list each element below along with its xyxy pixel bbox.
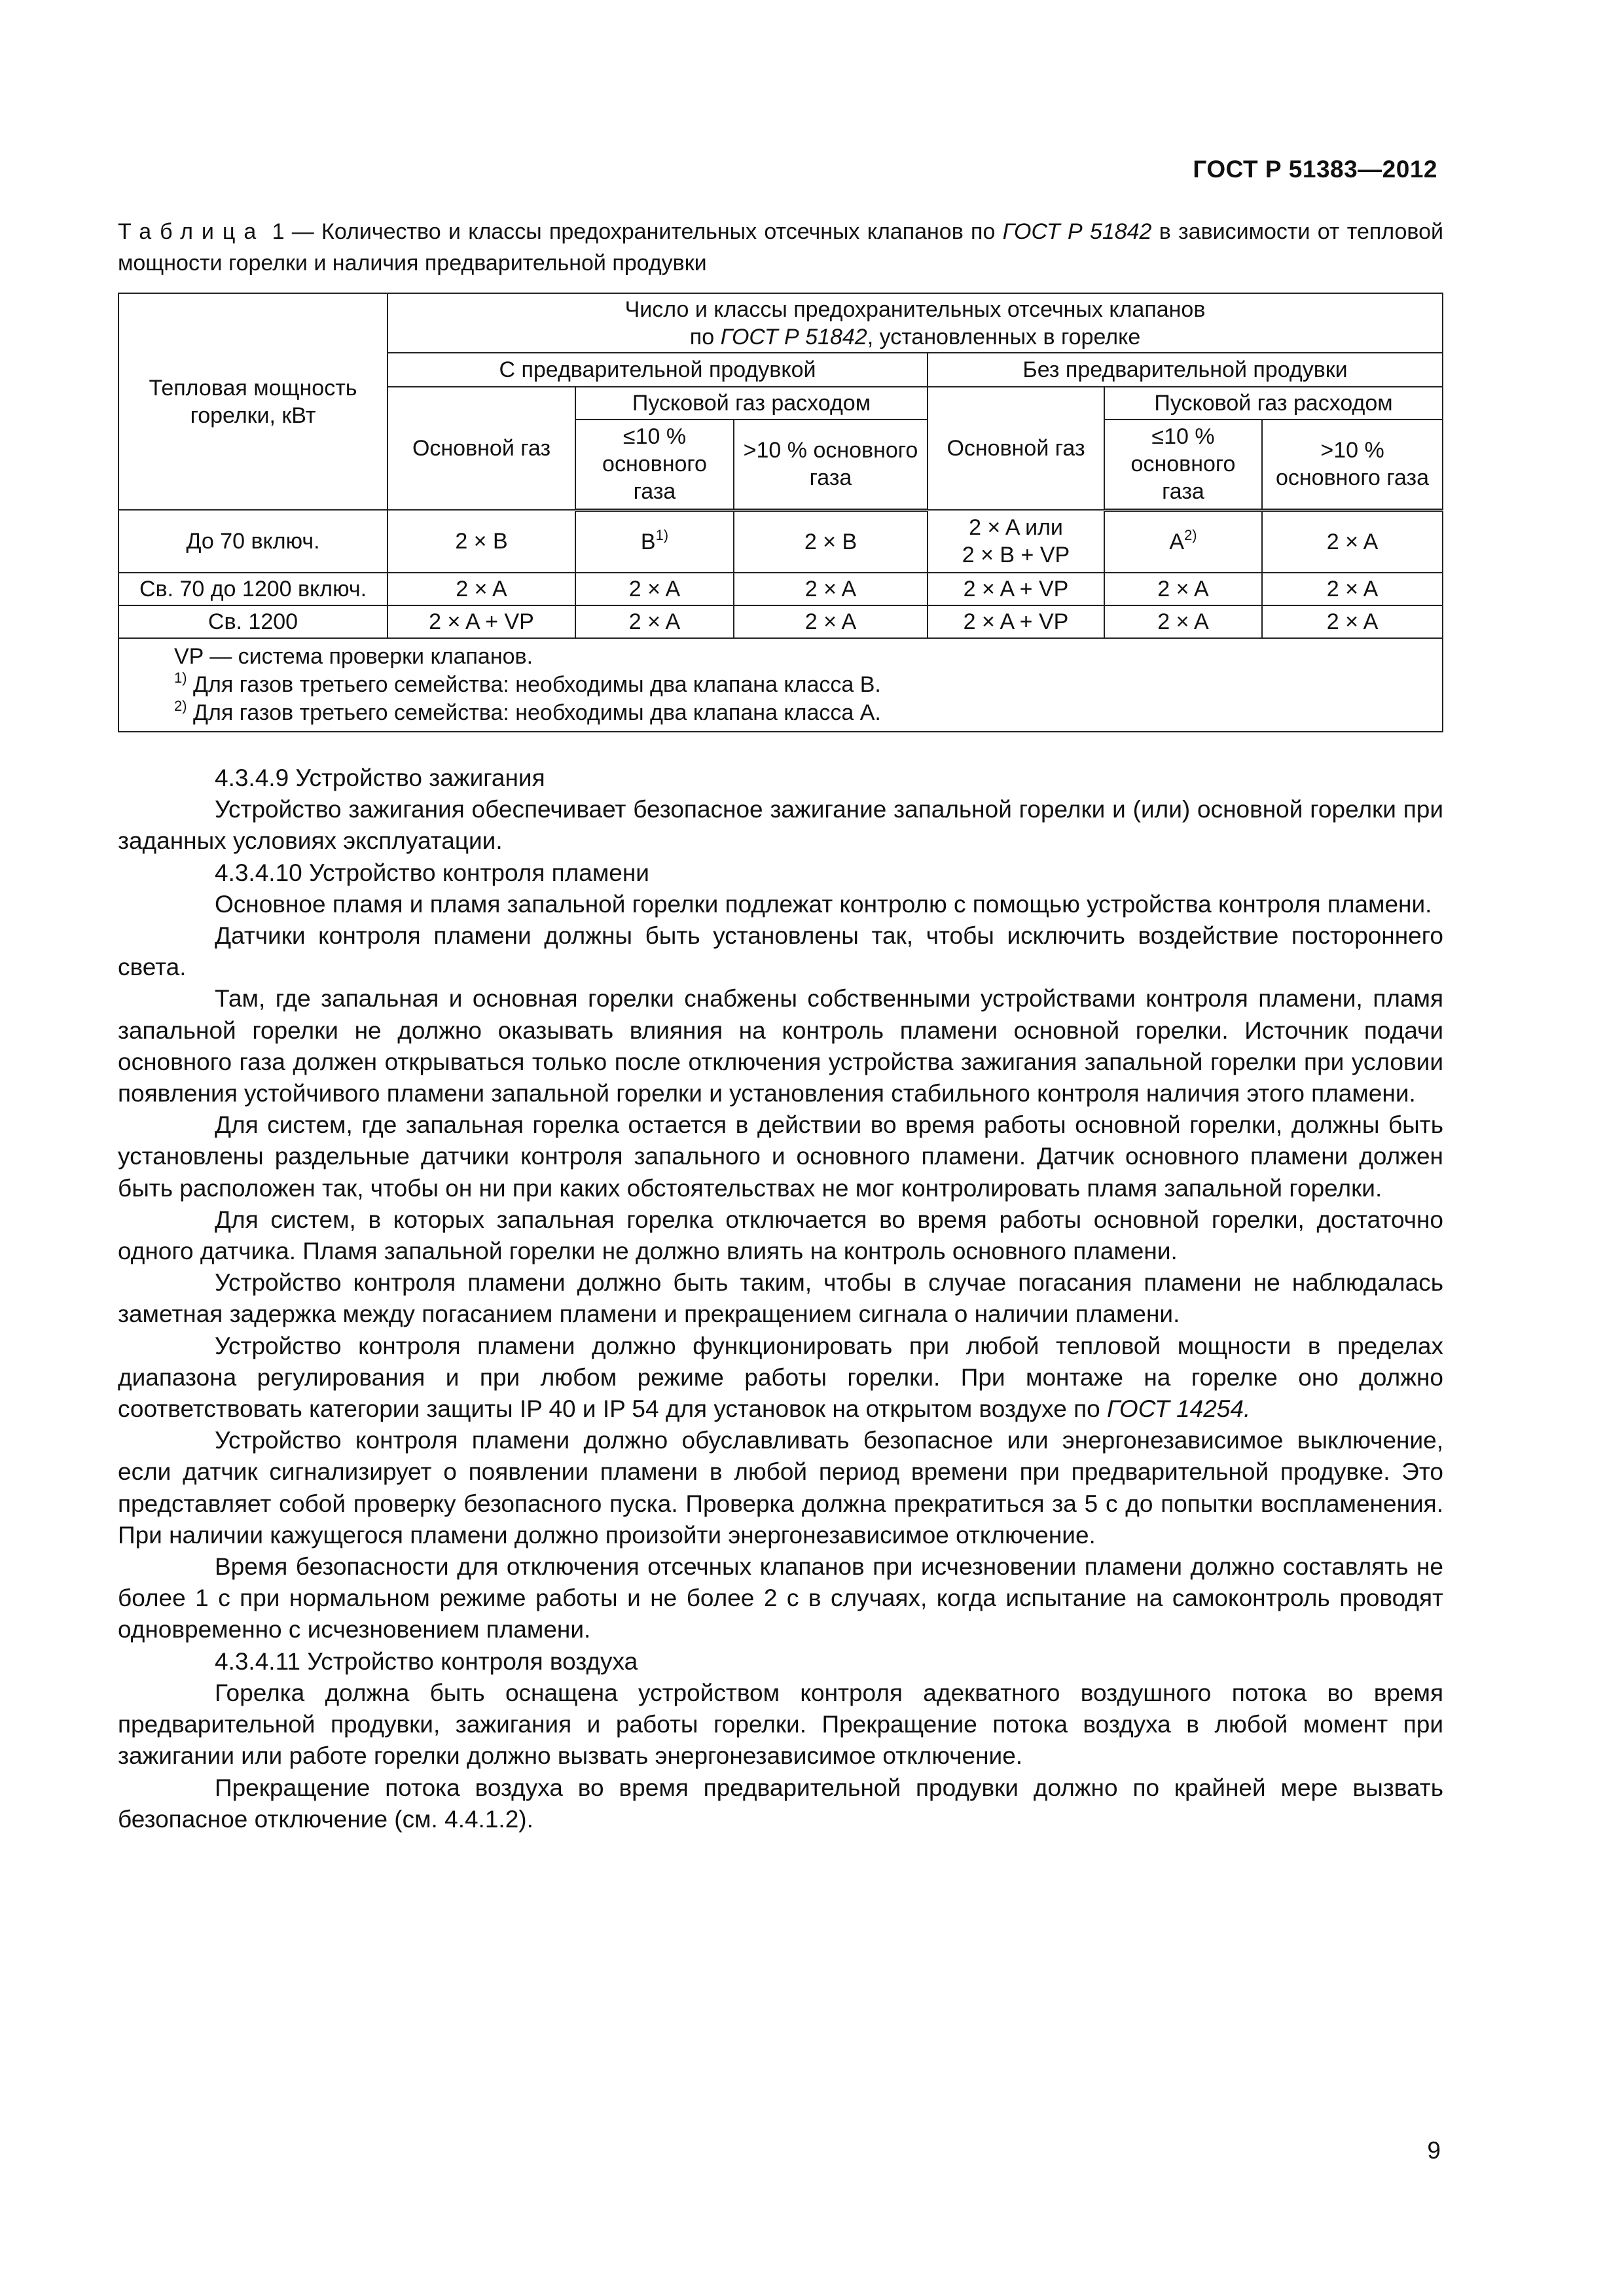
paragraph: Время безопасности для отключения отсечных клапанов при исчезновении пламени должно составлять не более 1 с при нормальном режиме работы и не более 2 с в случаях, когда испытание на самоконтроль проводят одновременно с исчезновением пламени. xyxy=(118,1553,1443,1643)
paragraph: Для систем, в которых запальная горелка отключается во время работы основной горелки, достаточно одного датчика. Пламя запальной горелки не должно влиять на контроль основного пламени. xyxy=(118,1206,1443,1265)
header-valve-group-ref: ГОСТ Р 51842 xyxy=(720,324,867,350)
table-row xyxy=(118,573,1443,605)
section-heading-4-3-4-9: 4.3.4.9 Устройство зажигания xyxy=(215,764,545,791)
row2-c6: 2 × A xyxy=(1262,573,1443,605)
header-gt10-b: >10 % основного газа xyxy=(1262,420,1443,510)
valve-class-table xyxy=(118,293,1443,732)
row2-c5: 2 × A xyxy=(1104,573,1262,605)
document-code: ГОСТ Р 51383—2012 xyxy=(1193,156,1437,183)
row1-c2-footnote: 1) xyxy=(655,526,669,543)
row2-c4: 2 × A + VP xyxy=(928,573,1104,605)
section-heading-4-3-4-11: 4.3.4.11 Устройство контроля воздуха xyxy=(215,1647,638,1675)
header-main-gas-b: Основной газ xyxy=(928,387,1104,510)
paragraph: Горелка должна быть оснащена устройством контроля адекватного воздушного потока во время предварительной продувки, зажигания и работы горелки. Прекращение потока воздуха в любой момент при зажигании или работе горелки должно вызвать энергонезависимое отключение. xyxy=(118,1679,1443,1770)
row1-c6: 2 × A xyxy=(1262,510,1443,573)
paragraph: Основное пламя и пламя запальной горелки подлежат контролю с помощью устройства контроля пламени. xyxy=(215,890,1432,918)
paragraph-ref: ГОСТ 14254. xyxy=(1107,1395,1251,1423)
note-vp: VP — система проверки клапанов. xyxy=(174,644,533,669)
paragraph-text: Устройство контроля пламени должно функционировать при любой тепловой мощности в пределах диапазона регулирования и при любом режиме работы горелки. При монтаже на горелке оно должно соответствовать категории защиты IP 40 и IP 54 для установок на открытом воздухе по xyxy=(118,1332,1443,1423)
header-power: Тепловая мощность горелки, кВт xyxy=(118,293,388,510)
row2-c3: 2 × A xyxy=(734,573,928,605)
row2-c2: 2 × A xyxy=(575,573,734,605)
note-1-text: Для газов третьего семейства: необходимы два клапана класса В. xyxy=(187,672,881,697)
header-valve-group-line2 xyxy=(391,323,1439,351)
note-2-mark: 2) xyxy=(174,698,187,714)
table-row xyxy=(118,605,1443,638)
table-caption-rest: в зависимости от тепловой мощности горелки и наличия предварительной продувки xyxy=(118,219,1443,276)
paragraph: Датчики контроля пламени должны быть установлены так, чтобы исключить воздействие постороннего света. xyxy=(118,922,1443,981)
row1-power: До 70 включ. xyxy=(118,510,388,573)
paragraph: Для систем, где запальная горелка остается в действии во время работы основной горелки, должны быть установлены раздельные датчики контроля запального и основного пламени. Датчик основного пламени должен быть расположен так, чтобы он ни при каких обстоятельствах не мог контролировать пламя запальной горелки. xyxy=(118,1111,1443,1202)
paragraph: Устройство зажигания обеспечивает безопасное зажигание запальной горелки и (или) основной горелки при заданных условиях эксплуатации. xyxy=(118,796,1443,855)
table-row xyxy=(118,510,1443,573)
row3-c5: 2 × A xyxy=(1104,605,1262,638)
header-le10-a: ≤10 % основного газа xyxy=(575,420,734,510)
paragraph: Устройство контроля пламени должно быть таким, чтобы в случае погасания пламени не наблюдалась заметная задержка между погасанием пламени и прекращением сигнала о наличии пламени. xyxy=(118,1269,1443,1328)
note-1-mark: 1) xyxy=(174,670,187,686)
row3-power: Св. 1200 xyxy=(118,605,388,638)
table-caption-ref: ГОСТ Р 51842 xyxy=(1002,219,1152,244)
header-valve-group-post: , установленных в горелке xyxy=(867,324,1141,350)
table-caption xyxy=(118,216,1443,279)
paragraph: Там, где запальная и основная горелки снабжены собственными устройствами контроля пламени, пламя запальной горелки не должно оказывать влияния на контроль пламени основной горелки. Источник подачи основного газа должен открываться только после отключения устройства зажигания запальной горелки при условии появления устойчивого пламени запальной горелки и установления стабильного контроля наличия этого пламени. xyxy=(118,985,1443,1107)
row3-c6: 2 × A xyxy=(1262,605,1443,638)
header-valve-group-line1: Число и классы предохранительных отсечных клапанов xyxy=(624,296,1206,322)
row3-c1: 2 × A + VP xyxy=(388,605,575,638)
header-valve-group-pre: по xyxy=(689,324,721,350)
table-caption-label: Таблица xyxy=(118,219,265,244)
header-start-gas-a: Пусковой газ расходом xyxy=(575,387,928,420)
row3-c3: 2 × A xyxy=(734,605,928,638)
page-number: 9 xyxy=(1427,2137,1441,2164)
header-le10-b: ≤10 % основного газа xyxy=(1104,420,1262,510)
row3-c4: 2 × A + VP xyxy=(928,605,1104,638)
table-caption-number: 1 — Количество и классы предохранительных отсечных клапанов по xyxy=(264,219,1003,244)
header-valve-group xyxy=(388,293,1443,353)
header-with-purge: С предварительной продувкой xyxy=(388,353,928,387)
section-heading-4-3-4-10: 4.3.4.10 Устройство контроля пламени xyxy=(215,859,649,886)
paragraph xyxy=(118,1331,1443,1426)
note-2-text: Для газов третьего семейства: необходимы два клапана класса А. xyxy=(187,700,881,725)
row1-c5-footnote: 2) xyxy=(1184,526,1197,543)
row1-c4-line2: 2 × B + VP xyxy=(962,543,1070,567)
header-main-gas-a: Основной газ xyxy=(388,387,575,510)
table-notes xyxy=(118,638,1443,732)
header-gt10-a: >10 % основного газа xyxy=(734,420,928,510)
row1-c5 xyxy=(1104,510,1262,573)
row3-c2: 2 × A xyxy=(575,605,734,638)
row2-c1: 2 × A xyxy=(388,573,575,605)
header-start-gas-b: Пусковой газ расходом xyxy=(1104,387,1443,420)
row2-power: Св. 70 до 1200 включ. xyxy=(118,573,388,605)
paragraph: Прекращение потока воздуха во время предварительной продувки должно по крайней мере вызвать безопасное отключение (см. 4.4.1.2). xyxy=(118,1774,1443,1833)
note-2 xyxy=(174,699,1442,727)
row1-c4 xyxy=(928,510,1104,573)
row1-c2-value: B xyxy=(640,529,656,554)
header-without-purge: Без предварительной продувки xyxy=(928,353,1443,387)
row1-c4-line1: 2 × A или xyxy=(969,515,1063,540)
paragraph: Устройство контроля пламени должно обуславливать безопасное или энергонезависимое выключение, если датчик сигнализирует о появлении пламени в любой период времени при предварительной продувке. Это представляет собой проверку безопасного пуска. Проверка должна прекратиться за 5 с до попытки воспламенения. При наличии кажущегося пламени должно произойти энергонезависимое отключение. xyxy=(118,1427,1443,1549)
row1-c2 xyxy=(575,510,734,573)
row1-c5-value: A xyxy=(1169,529,1185,554)
note-1 xyxy=(174,671,1442,699)
row1-c3: 2 × B xyxy=(734,510,928,573)
body-text xyxy=(118,762,1443,1835)
row1-c1: 2 × B xyxy=(388,510,575,573)
